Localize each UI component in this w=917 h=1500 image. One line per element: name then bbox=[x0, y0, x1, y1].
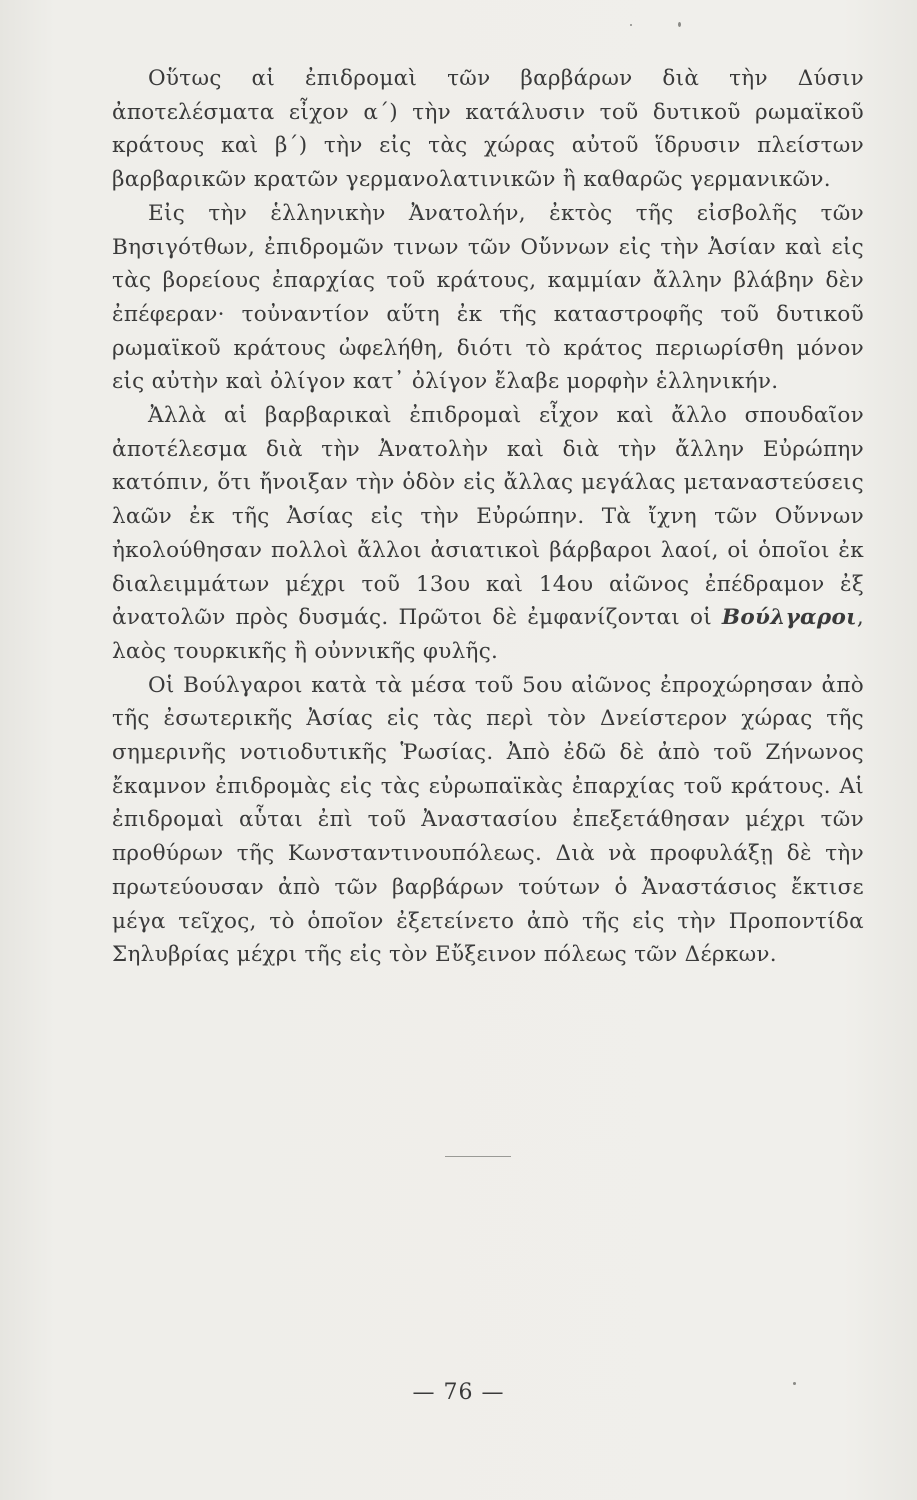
body-text bbox=[112, 62, 864, 972]
paragraph-4: Οἱ Βούλγαροι κατὰ τὰ μέσα τοῦ 5ου αἰῶνος ἐπροχώρησαν ἀπὸ τῆς ἐσωτερικῆς Ἀσίας εἰς τὰς περὶ τὸν Δνείστερον χώρας τῆς σημερινῆς νοτιοδυτικῆς Ῥωσίας. Ἀπὸ ἐδῶ δὲ ἀπὸ τοῦ Ζήνωνος ἔκαμνον ἐπιδρομὰς εἰς τὰς εὐρωπαϊκὰς ἐπαρχίας τοῦ κράτους. Αἱ ἐπιδρομαὶ αὗται ἐπὶ τοῦ Ἀναστασίου ἐπεξετάθησαν μέχρι τῶν προθύρων τῆς Κωνσταντινουπόλεως. Διὰ νὰ προφυλάξῃ δὲ τὴν πρωτεύουσαν ἀπὸ τῶν βαρβάρων τούτων ὁ Ἀναστάσιος ἔκτισε μέγα τεῖχος, τὸ ὁποῖον ἐξετείνετο ἀπὸ τῆς εἰς τὴν Προποντίδα Σηλυβρίας μέχρι τῆς εἰς τὸν Εὔξεινον πόλεως τῶν Δέρκων. bbox=[112, 672, 864, 968]
section-divider bbox=[445, 1156, 511, 1157]
paragraph-3-tail: , λαὸς τουρκικῆς ἢ οὐννικῆς φυλῆς. bbox=[112, 605, 864, 664]
emphasized-term: Βούλγαροι bbox=[721, 605, 857, 631]
paragraph-3-lead: Ἀλλὰ αἱ βαρβαρικαὶ ἐπιδρομαὶ εἶχον καὶ ἄλλο σπουδαῖον ἀποτέλεσμα διὰ τὴν Ἀνατολὴν καὶ διὰ τὴν ἄλλην Εὐρώπην κατόπιν, ὅτι ἤνοιξαν τὴν ὁδὸν εἰς ἄλλας μεγάλας μεταναστεύσεις λαῶν ἐκ τῆς Ἀσίας εἰς τὴν Εὐρώπην. Τὰ ἴχνη τῶν Οὔννων ἠκολούθησαν πολλοὶ ἄλλοι ἀσιατικοὶ βάρβαροι λαοί, οἱ ὁποῖοι ἐκ διαλειμμάτων μέχρι τοῦ 13ου καὶ 14ου αἰῶνος ἐπέδραμον ἐξ ἀνατολῶν πρὸς δυσμάς. Πρῶτοι δὲ ἐμφανίζονται οἱ bbox=[112, 403, 864, 631]
paragraph-2: Εἰς τὴν ἑλληνικὴν Ἀνατολήν, ἐκτὸς τῆς εἰσβολῆς τῶν Βησιγότθων, ἐπιδρομῶν τινων τῶν Οὔννων εἰς τὴν Ἀσίαν καὶ εἰς τὰς βορείους ἐπαρχίας τοῦ κράτους, καμμίαν ἄλλην βλάβην δὲν ἐπέφεραν· τοὐναντίον αὕτη ἐκ τῆς καταστροφῆς τοῦ δυτικοῦ ρωμαϊκοῦ κράτους ὠφελήθη, διότι τὸ κράτος περιωρίσθη μόνον εἰς αὐτὴν καὶ ὀλίγον κατ᾽ ὀλίγον ἔλαβε μορφὴν ἑλληνικήν. bbox=[112, 200, 864, 395]
paragraph-1: Οὕτως αἱ ἐπιδρομαὶ τῶν βαρβάρων διὰ τὴν Δύσιν ἀποτελέσματα εἶχον α΄) τὴν κατάλυσιν τοῦ δυτικοῦ ρωμαϊκοῦ κράτους καὶ β΄) τὴν εἰς τὰς χώρας αὐτοῦ ἵδρυσιν πλείστων βαρβαρικῶν κρατῶν γερμανολατινικῶν ἢ καθαρῶς γερμανικῶν. bbox=[112, 66, 864, 193]
paragraph-3 bbox=[112, 399, 864, 669]
page-number: — 76 — bbox=[412, 1380, 505, 1405]
print-speck bbox=[630, 24, 632, 26]
print-speck bbox=[678, 22, 681, 27]
